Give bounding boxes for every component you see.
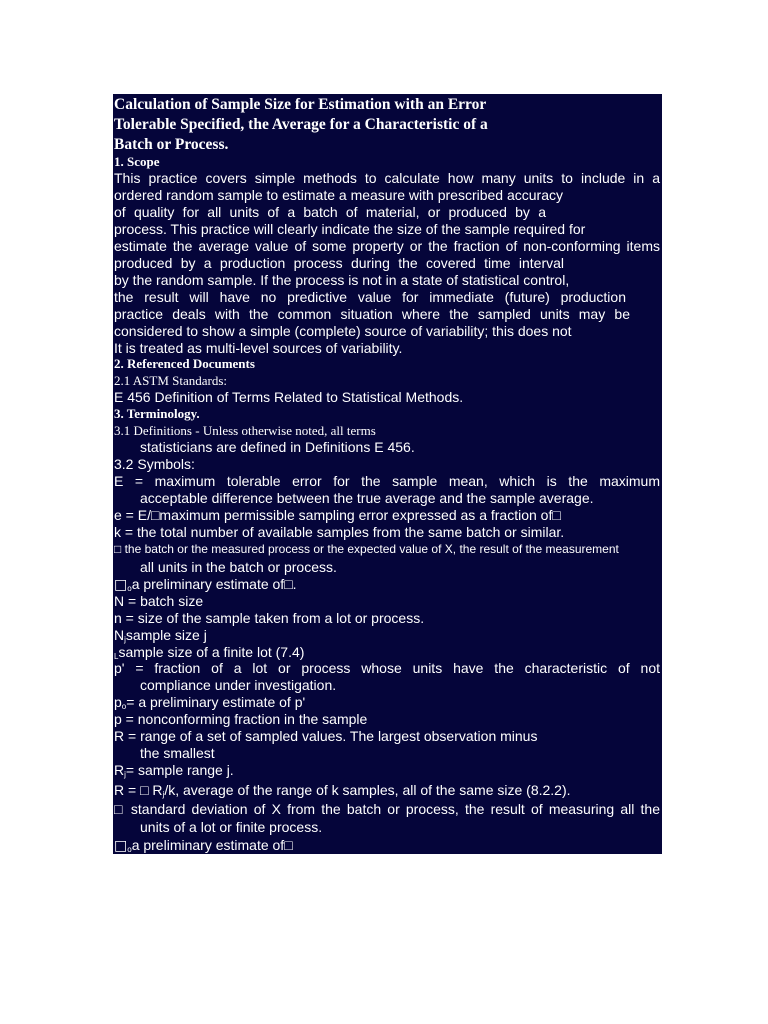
sigma0-subscript: o xyxy=(127,845,132,854)
Rj-subscript: j xyxy=(124,770,126,779)
symbol-Rbar-line xyxy=(114,783,571,797)
scope-line: of quality for all units of a batch of material, or produced by a xyxy=(114,204,546,220)
astm-standards-subheading: 2.1 ASTM Standards: xyxy=(114,373,228,388)
symbol-mu-line: all units in the batch or process. xyxy=(140,559,337,575)
symbol-R-line: R = range of a set of sampled values. The largest observation minus xyxy=(114,728,538,744)
referenced-item: E 456 Definition of Terms Related to Statistical Methods. xyxy=(114,389,464,405)
symbol-p-line: p = nonconforming fraction in the sample xyxy=(114,711,368,727)
terminology-heading: 3. Terminology. xyxy=(114,406,200,421)
Rj-text: = sample range j. xyxy=(125,762,234,778)
scope-line: It is treated as multi-level sources of variability. xyxy=(114,340,403,356)
symbol-sigma-line: units of a lot or finite process. xyxy=(140,819,323,835)
symbol-sigma0-line xyxy=(114,838,293,853)
mu0-subscript: o xyxy=(127,584,132,593)
Nj-text: sample size j xyxy=(125,627,207,643)
scope-line: produced by a production process during the covered time interval xyxy=(114,255,564,271)
title-line-1: Calculation of Sample Size for Estimation with an Error xyxy=(114,96,487,113)
symbol-po-line xyxy=(114,695,305,709)
symbol-mu0-line xyxy=(114,577,297,592)
symbol-E-line: acceptable difference between the true average and the sample average. xyxy=(140,490,594,506)
scope-line: process. This practice will clearly indicate the size of the sample required for xyxy=(114,221,586,237)
symbol-p-prime-line: compliance under investigation. xyxy=(140,677,337,693)
Rj-main: R xyxy=(114,762,125,778)
scope-line: considered to show a simple (complete) source of variability; this does not xyxy=(114,323,572,339)
sigma0-text: a preliminary estimate of□ xyxy=(131,837,293,853)
symbol-k-line: k = the total number of available samples from the same batch or similar. xyxy=(114,524,565,540)
mu0-text: a preliminary estimate of□. xyxy=(131,576,297,592)
Rbar-prefix: R = □ R xyxy=(114,782,163,798)
Nj-subscript: j xyxy=(124,635,126,644)
title-line-2: Tolerable Specified, the Average for a Characteristic of a xyxy=(114,116,488,133)
po-subscript: o xyxy=(121,702,127,711)
symbol-n-line: n = size of the sample taken from a lot or process. xyxy=(114,610,425,626)
Rbar-subscript: j xyxy=(162,790,165,799)
symbol-R-line: the smallest xyxy=(140,745,215,761)
Nj-main: N xyxy=(114,627,125,643)
symbol-E-line: E = maximum tolerable error for the sample mean, which is the maximum xyxy=(114,473,660,489)
definitions-line: statisticians are defined in Definitions E 456. xyxy=(140,439,415,455)
sigma0-glyph: □ xyxy=(114,838,128,854)
symbol-N-line: N = batch size xyxy=(114,593,204,609)
Rbar-text: /k, average of the range of k samples, all of the same size (8.2.2). xyxy=(164,782,571,798)
scope-heading: 1. Scope xyxy=(114,154,160,169)
po-main: p xyxy=(114,694,122,710)
mu0-glyph: □ xyxy=(114,577,128,593)
document-panel xyxy=(113,94,662,854)
symbol-p-prime-line: p' = fraction of a lot or process whose units have the characteristic of not xyxy=(114,660,660,676)
po-text: = a preliminary estimate of p' xyxy=(126,694,306,710)
L-subscript: L xyxy=(114,652,119,661)
symbol-e-line: e = E/□maximum permissible sampling error expressed as a fraction of□ xyxy=(114,507,561,523)
symbol-L-line xyxy=(114,645,304,659)
symbol-mu-line: □ the batch or the measured process or the expected value of X, the result of the measurement xyxy=(114,542,619,556)
referenced-heading: 2. Referenced Documents xyxy=(114,356,255,371)
scope-line: practice deals with the common situation where the sampled units may be xyxy=(114,306,630,322)
scope-line: the result will have no predictive value for immediate (future) production xyxy=(114,289,626,305)
symbol-sigma-line: □ standard deviation of X from the batch or process, the result of measuring all the xyxy=(114,801,660,817)
symbol-Nj-line xyxy=(114,628,207,642)
L-text: sample size of a finite lot (7.4) xyxy=(118,644,305,660)
scope-line: This practice covers simple methods to calculate how many units to include in a xyxy=(114,170,660,186)
title-line-3: Batch or Process. xyxy=(114,136,229,153)
symbol-Rj-line xyxy=(114,763,234,777)
scope-line: by the random sample. If the process is not in a state of statistical control, xyxy=(114,272,570,288)
scope-line: ordered random sample to estimate a measure with prescribed accuracy xyxy=(114,187,563,203)
symbols-heading: 3.2 Symbols: xyxy=(114,456,195,472)
scope-line: estimate the average value of some property or the fraction of non-conforming items xyxy=(114,238,660,254)
definitions-line: 3.1 Definitions - Unless otherwise noted, all terms xyxy=(114,423,376,438)
